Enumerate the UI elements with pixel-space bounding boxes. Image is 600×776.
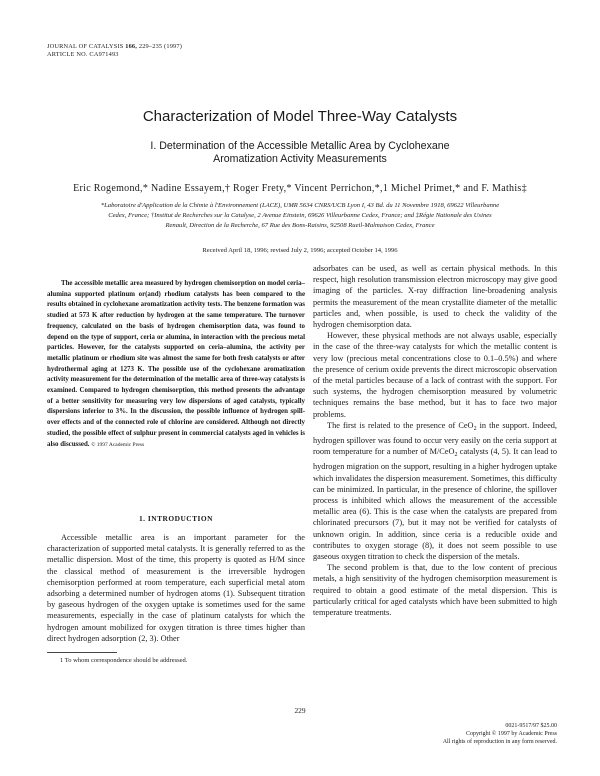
- footnote: 1 To whom correspondence should be addressed.: [60, 657, 188, 664]
- paragraph: Accessible metallic area is an important parameter for the characterization of supported metal catalysts. It is generally referred to as the metallic dispersion. Most of the time, this property is quoted as H/M since the classical method of measurement is the irreversible hydrogen chemisorption performed at room temperature, each superficial metal atom adsorbing a determined number of hydrogen atoms (1). Subsequent titration by gaseous hydrogen of the oxygen uptake is sometimes used for the same measurements, especially in the case of platinum catalysts for which the hydrogen amount mobilized for oxygen titration is three times higher than direct hydrogen adsorption (2, 3). Other: [47, 533, 305, 643]
- copyright-block: [380, 722, 557, 747]
- affiliation-line: Cedex, France; †Institut de Recherches sur la Catalyse, 2 Avenue Einstein, 69626 Villeurbanne Cedex, France; and ‡Régie Nationale des Usines: [108, 212, 492, 219]
- copyright-line: Copyright © 1997 by Academic Press: [465, 731, 557, 738]
- paragraph: However, these physical methods are not always usable, especially in the case of the three-way catalysts for which the metallic content is very low (precious metal concentrations close to 0.1–0.5%) and where the presence of cerium oxide prevents the direct microscopic observation of the metal particles because of a lack of contrast with the support. For such systems, the hydrogen chemisorption measured by volumetric techniques remains the base method, but it has to face two major problems.: [313, 331, 557, 419]
- article-number: ARTICLE NO. CA971493: [47, 51, 119, 58]
- subscript: 2: [473, 425, 477, 432]
- text-run: catalysts (4, 5). It can lead to hydrogen migration on the support, resulting in a higher hydrogen uptake which invalidates the dispersion measurement. Sometimes, this difficulty can be minimized. In particular, in the presence of chlorine, the spillover process is inhibited which allows the measurement of the accessible metallic area (6). This is the case when the catalysts are prepared from chlorinated precursors (7), but it may not be verified for catalysts of unknown origin. In addition, since ceria is a reducible oxide and contributes to oxygen storage (8), it does not seem possible to use gaseous oxygen titration to check the dispersion of the metals.: [313, 447, 557, 562]
- subscript: 2: [454, 452, 458, 459]
- paragraph: The second problem is that, due to the low content of precious metals, a high sensitivity of the hydrogen chemisorption measurement is required to obtain a good estimate of the metal dispersion. This is particularly critical for aged catalysts which have been submitted to high temperature treatments.: [313, 563, 557, 618]
- text-run: in the support. Indeed, hydrogen spillover was found to occur very easily on the ceria support at room temperature for a number of M/CeO: [313, 420, 557, 457]
- subtitle-line2: Aromatization Activity Measurements: [213, 153, 387, 165]
- abstract: [47, 279, 305, 450]
- author-list: Eric Rogemond,* Nadine Essayem,† Roger Frety,* Vincent Perrichon,*,1 Michel Primet,* and F. Mathis‡: [73, 183, 527, 194]
- paragraph: adsorbates can be used, as well as certain physical methods. In this respect, high resolution transmission electron microscopy may give good imaging of the particles. X-ray diffraction line-broadening analysis permits the measurement of the mean crystallite diameter of the metallic particles and, when possible, is used to check the validity of the hydrogen chemisorption data.: [313, 264, 557, 330]
- introduction-column-right: [313, 263, 557, 618]
- footnote-rule: [47, 652, 117, 653]
- journal-line1: [47, 43, 182, 51]
- journal-header: [47, 43, 182, 59]
- paragraph: [313, 420, 557, 562]
- affiliation-line: Renault, Direction de la Recherche, 67 Rue des Bons-Raisins, 92508 Rueil-Malmaison Cedex, France: [165, 222, 435, 229]
- abstract-copyright: © 1997 Academic Press: [91, 441, 145, 448]
- paper-subtitle: [80, 140, 520, 166]
- subtitle-line1: I. Determination of the Accessible Metallic Area by Cyclohexane: [150, 140, 450, 152]
- issn: 0021-9517/97 $25.00: [505, 723, 557, 729]
- journal-pages: 229–235 (1997): [138, 43, 183, 50]
- affiliations: [50, 201, 550, 231]
- affiliation-line: *Laboratoire d'Application de la Chimie à l'Environnement (LACE), UMR 5634 CNRS/UCB Lyon I, 43 Bd. du 11 Novembre 1918, 69622 Villeurbanne: [100, 202, 500, 209]
- received-dates: Received April 18, 1996; revised July 2, 1996; accepted October 14, 1996: [202, 247, 398, 254]
- paper-title: Characterization of Model Three-Way Catalysts: [142, 108, 458, 125]
- page-number: 229: [294, 706, 306, 715]
- journal-name: JOURNAL OF CATALYSIS: [47, 43, 124, 50]
- rights-line: All rights of reproduction in any form reserved.: [442, 739, 557, 746]
- introduction-column-left: [47, 532, 305, 644]
- section-heading: 1. INTRODUCTION: [138, 514, 214, 523]
- text-run: The first is related to the presence of CeO: [327, 420, 474, 430]
- abstract-text: The accessible metallic area measured by hydrogen chemisorption on model ceria–alumina supported platinum or(and) rhodium catalysts has been compared to the results obtained in cyclohexane aromatization activity tests. The benzene formation was studied at 573 K after reduction by hydrogen at the same temperature. The turnover frequency, calculated on the basis of hydrogen chemisorption data, was found to depend on the type of support, ceria or alumina, in interaction with the precious metal particles. However, for the catalysts supported on ceria–alumina, the activity per metallic platinum or rhodium site was almost the same for both fresh catalysts or after hydrothermal aging at 1273 K. The possible use of the cyclohexane aromatization activity measurement for the determination of the metallic area of three-way catalysts is examined. Compared to hydrogen chemisorption, this method presents the advantage of a better sensitivity for measuring very low dispersions of aged catalysts, typically dispersions inferior to 3%. In the discussion, the possible influence of hydrogen spill-over effects and of the connected role of chlorine are considered. Although not directly studied, the possible effect of sulphur present in commercial catalysts aged in vehicles is also discussed.: [47, 280, 305, 448]
- journal-volume: 166,: [125, 43, 138, 50]
